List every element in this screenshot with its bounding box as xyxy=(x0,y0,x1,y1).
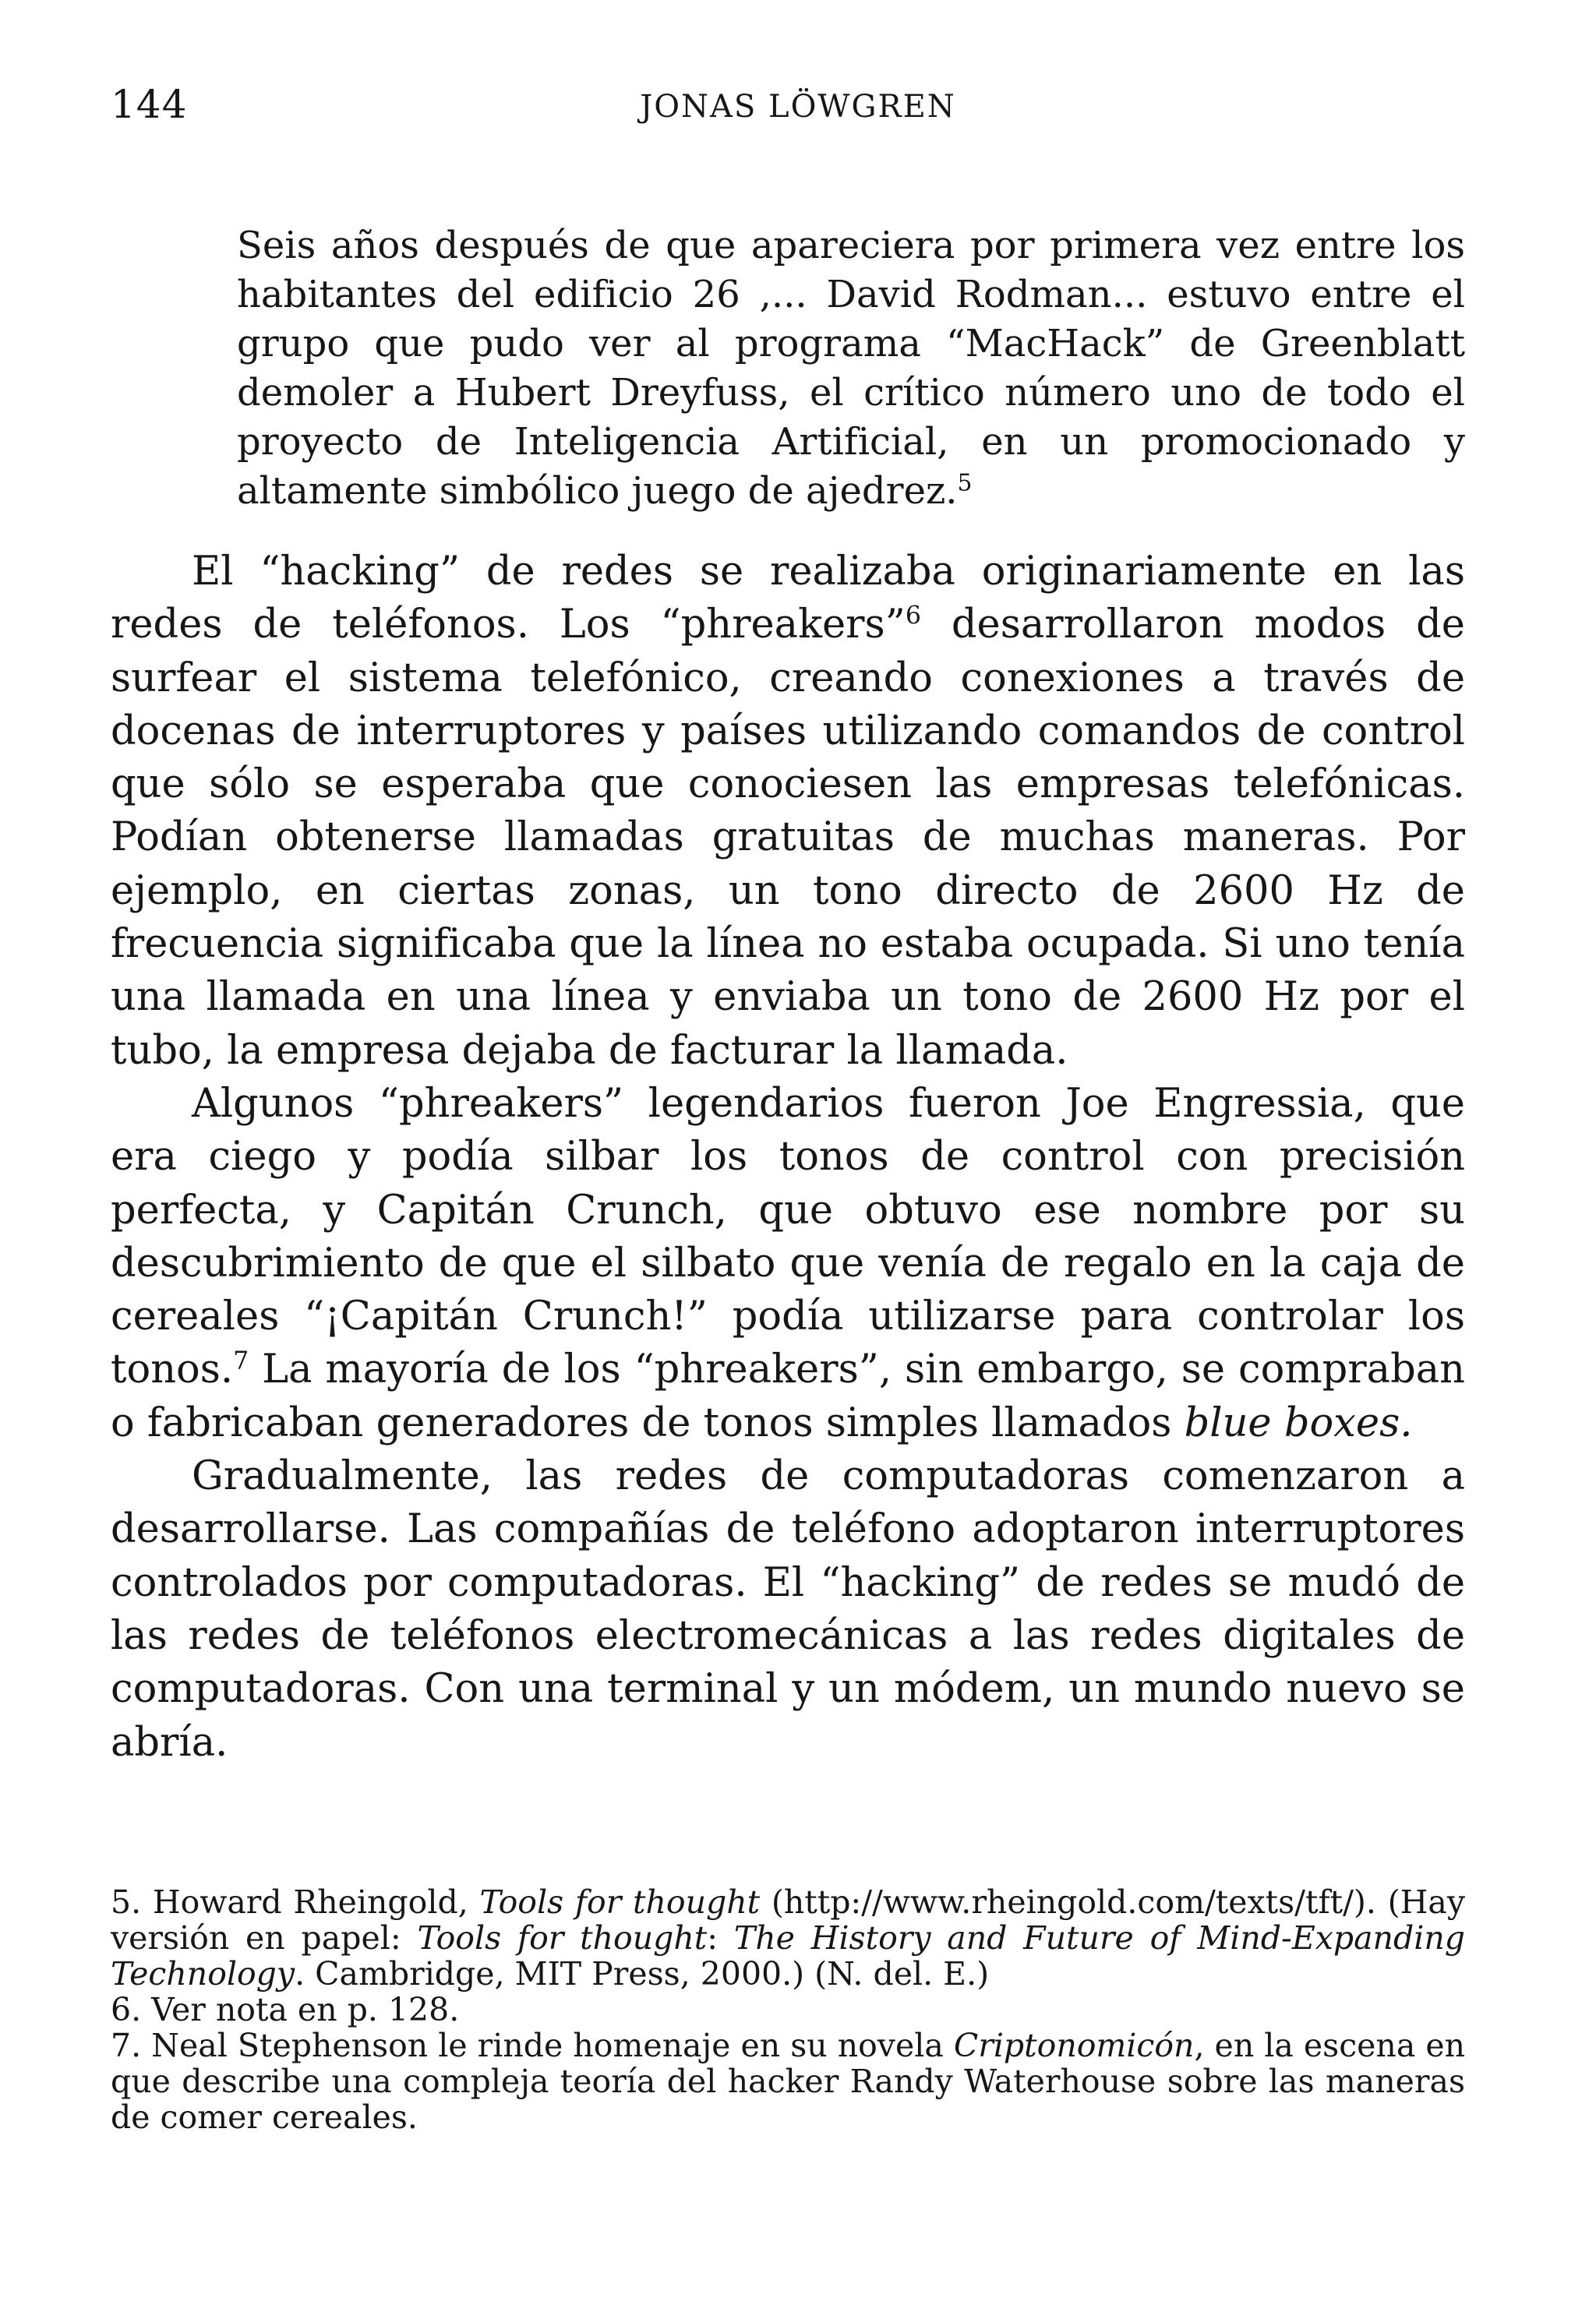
footnote-italic: Tools for thought xyxy=(417,1919,708,1957)
block-quote-paragraph xyxy=(237,221,1465,516)
footnote-text: 5. Howard Rheingold, xyxy=(111,1883,480,1921)
footnote-ref-7: 7 xyxy=(233,1347,249,1376)
block-quote xyxy=(237,221,1465,516)
running-head: JONAS LÖWGREN xyxy=(640,89,956,125)
paragraph-phreaking xyxy=(111,545,1465,1078)
footnote-text: . Cambridge, MIT Press, 2000.) (N. del. E.) xyxy=(295,1955,990,1993)
paragraph-text: Algunos “phreakers” legendarios fueron Joe Engressia, que era ciego y podía silbar los tonos de control con precisión perfecta, y Capitán Crunch, que obtuvo ese nombre por su descubrimiento de que el silbato que venía de regalo en la caja de cereales “¡Capitán Crunch!” podía utilizarse para controlar los tonos. xyxy=(111,1080,1465,1393)
footnote-5 xyxy=(111,1884,1465,1992)
footnote-italic: The History and Future of Mind-Expanding Technology xyxy=(111,1919,1465,1993)
paragraph-text: desarrollaron modos de surfear el sistema telefónico, creando conexiones a través de docenas de interruptores y países utilizando comandos de control que sólo se esperaba que conociesen las empresas telefónicas. Podían obtenerse llamadas gratuitas de muchas maneras. Por ejemplo, en ciertas zonas, un tono directo de 2600 Hz de frecuencia significaba que la línea no estaba ocupada. Si uno tenía una llamada en una línea y enviaba un tono de 2600 Hz por el tubo, la empresa dejaba de facturar la llamada. xyxy=(111,602,1465,1074)
footnotes xyxy=(111,1884,1465,2135)
body-text xyxy=(111,545,1465,1770)
paragraph-text: La mayoría de los “phreakers”, sin embargo, se compraban o fabricaban generadores de tonos simples llamados xyxy=(111,1347,1465,1446)
footnote-text: , en la escena en que describe una compleja teoría del hacker Randy Waterhouse sobre las maneras de comer cereales. xyxy=(111,2027,1465,2136)
paragraph-computer-networks xyxy=(111,1450,1465,1770)
footnote-ref-6: 6 xyxy=(905,602,921,630)
footnote-6: 6. Ver nota en p. 128. xyxy=(111,1991,460,2028)
footnote-text: 7. Neal Stephenson le rinde homenaje en su novela xyxy=(111,2027,954,2064)
block-quote-text: Seis años después de que apareciera por primera vez entre los habitantes del edificio 26 ,... David Rodman... estuvo entre el grupo que pudo ver al programa “MacHack” de Greenblatt demoler a Hubert Dreyfuss, el crítico número uno de todo el proyecto de Inteligencia Artificial, en un promocionado y altamente simbólico juego de ajedrez. xyxy=(237,224,1465,513)
footnote-italic: Tools for thought xyxy=(479,1883,761,1921)
footnote-7 xyxy=(111,2028,1465,2135)
italic-term: blue boxes. xyxy=(1184,1400,1413,1446)
page-number: 144 xyxy=(111,82,188,127)
footnote-text: (http://www.rheingold.com/texts/tft/). (Hay versión en papel: xyxy=(111,1883,1465,1957)
paragraph-text: Gradualmente, las redes de computadoras comenzaron a desarrollarse. Las compañías de teléfono adoptaron interruptores controlados por computadoras. El “hacking” de redes se mudó de las redes de teléfonos electromecánicas a las redes digitales de computadoras. Con una terminal y un módem, un mundo nuevo se abría. xyxy=(111,1453,1465,1766)
footnote-italic: Criptonomicón xyxy=(953,2027,1195,2064)
footnote-ref-5: 5 xyxy=(957,469,973,497)
footnote-text: : xyxy=(707,1919,734,1957)
paragraph-text: El “hacking” de redes se realizaba originariamente en las redes de teléfonos. Los “phreakers” xyxy=(111,549,1465,648)
paragraph-legendary-phreakers xyxy=(111,1078,1465,1450)
